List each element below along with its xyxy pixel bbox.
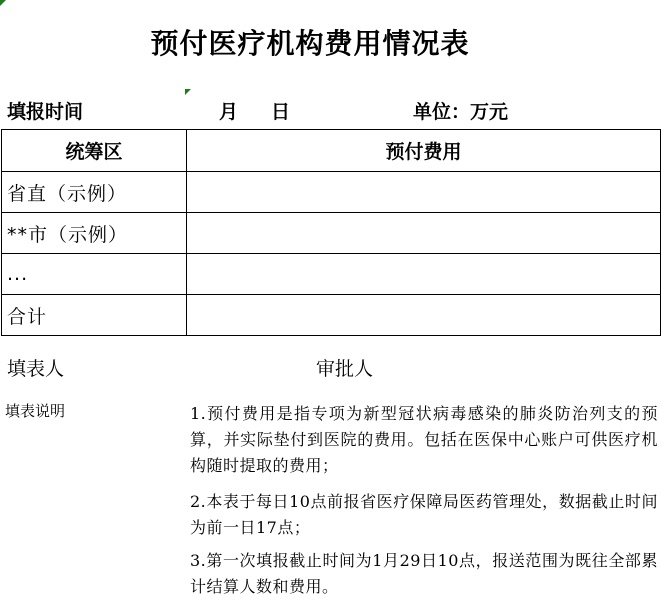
table-row bbox=[2, 254, 661, 295]
prepaid-cell[interactable] bbox=[187, 254, 661, 295]
note-item-2: 2.本表于每日10点前报省医疗保障局医药管理处，数据截止时间为前一日17点； bbox=[190, 492, 658, 537]
prepaid-fee-table bbox=[1, 129, 661, 336]
column-header-prepaid: 预付费用 bbox=[187, 130, 661, 172]
table-row bbox=[2, 213, 661, 254]
region-cell[interactable]: ... bbox=[2, 254, 187, 295]
approver-label: 审批人 bbox=[316, 358, 374, 380]
table-row bbox=[2, 172, 661, 213]
prepaid-total-cell[interactable] bbox=[187, 295, 661, 336]
column-header-region: 统筹区 bbox=[2, 130, 187, 172]
fill-time-label: 填报时间 bbox=[7, 101, 84, 123]
month-label: 月 bbox=[219, 101, 239, 123]
day-label: 日 bbox=[271, 101, 291, 123]
note-item-3: 3.第一次填报截止时间为1月29日10点，报送范围为既往全部累计结算人数和费用。 bbox=[190, 551, 658, 596]
filler-label: 填表人 bbox=[7, 358, 65, 380]
cell-marker-icon bbox=[0, 0, 6, 6]
region-cell[interactable]: **市（示例） bbox=[2, 213, 187, 254]
notes-label: 填表说明 bbox=[5, 402, 66, 420]
prepaid-cell[interactable] bbox=[187, 213, 661, 254]
page-title: 预付医疗机构费用情况表 bbox=[150, 27, 470, 60]
table-row bbox=[2, 295, 661, 336]
note-item-1: 1.预付费用是指专项为新型冠状病毒感染的肺炎防治列支的预算，并实际垫付到医院的费用。包括在医保中心账户可供医疗机构随时提取的费用； bbox=[190, 404, 658, 475]
table-header-row bbox=[2, 130, 661, 172]
region-cell[interactable]: 省直（示例） bbox=[2, 172, 187, 213]
unit-label: 单位：万元 bbox=[413, 101, 509, 123]
total-cell[interactable]: 合计 bbox=[2, 295, 187, 336]
prepaid-cell[interactable] bbox=[187, 172, 661, 213]
cell-marker-icon bbox=[185, 89, 191, 95]
